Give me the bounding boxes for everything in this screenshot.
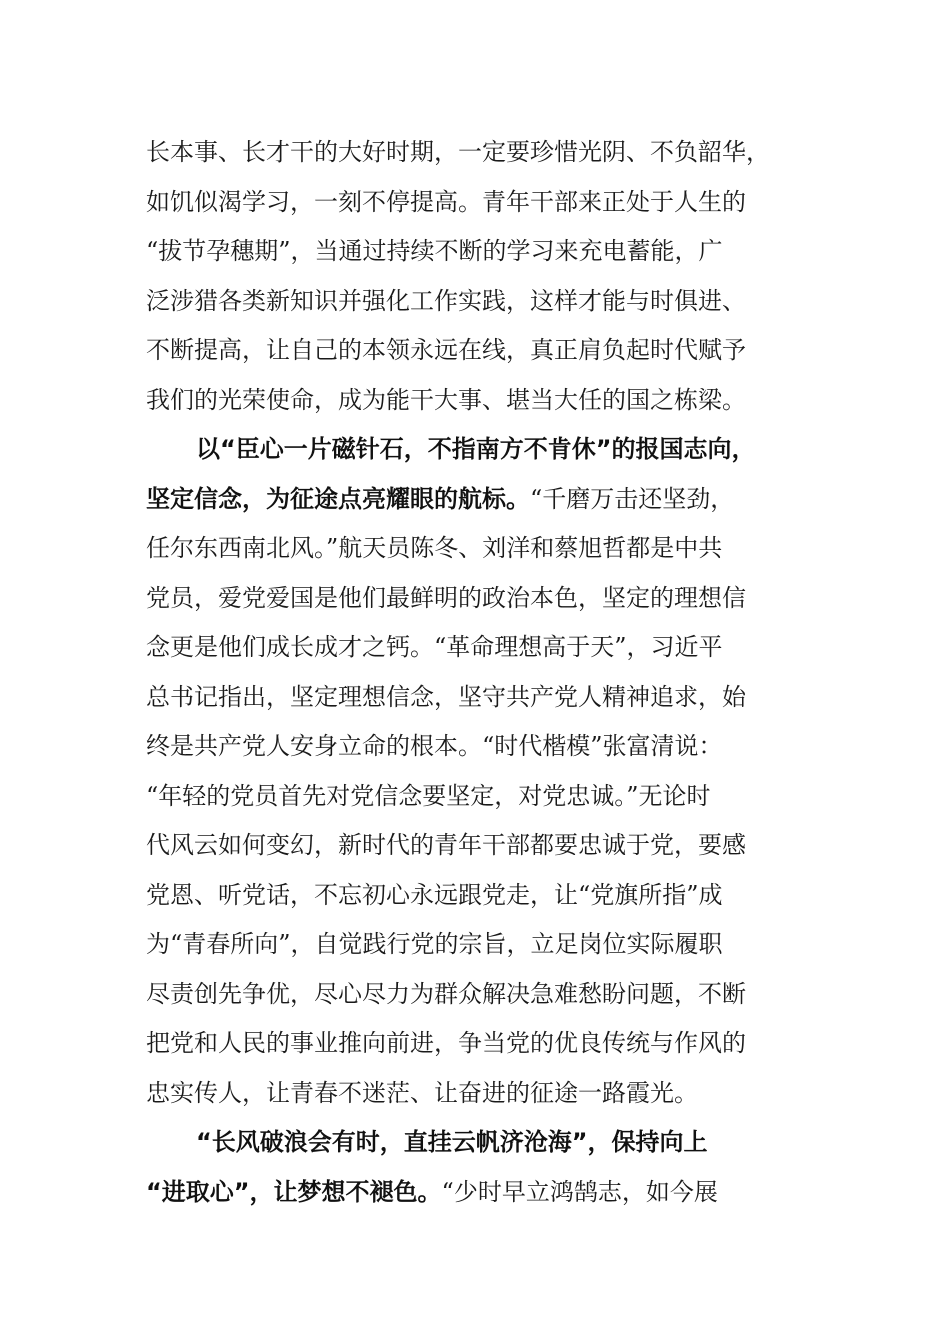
text-segment: 把党和人民的事业推向前进，争当党的优良传统与作风的 xyxy=(146,1029,746,1057)
text-line xyxy=(146,722,806,772)
text-segment: 党员，爱党爱国是他们最鲜明的政治本色，坚定的理想信 xyxy=(146,583,746,612)
text-segment: 我们的光荣使命，成为能干大事、堪当大任的国之栋梁。 xyxy=(146,385,746,414)
body-text xyxy=(146,128,806,1217)
text-segment: “千磨万击还坚劲， xyxy=(530,484,735,513)
text-line xyxy=(146,574,806,624)
text-segment: “年轻的党员首先对党信念要坚定，对党忠诚。”无论时 xyxy=(146,781,711,810)
text-segment: 党恩、听党话，不忘初心永远跟党走，让“党旗所指”成 xyxy=(146,880,723,909)
text-segment: 长本事、长才干的大好时期，一定要珍惜光阴、不负韶华， xyxy=(146,138,770,166)
text-line xyxy=(146,821,806,871)
bold-text-segment: 以“臣心一片磁针石，不指南方不肯休”的报国志向， xyxy=(196,435,756,463)
text-line xyxy=(146,772,806,822)
text-line xyxy=(146,1069,806,1119)
text-line xyxy=(146,475,806,525)
text-segment: 念更是他们成长成才之钙。“革命理想高于天”，习近平 xyxy=(146,633,723,661)
text-segment: 终是共产党人安身立命的根本。“时代楷模”张富清说： xyxy=(146,732,723,760)
text-segment: 泛涉猎各类新知识并强化工作实践，这样才能与时俱进、 xyxy=(146,286,746,315)
bold-text-segment: 坚定信念，为征途点亮耀眼的航标。 xyxy=(146,484,530,513)
text-line xyxy=(146,178,806,228)
text-line xyxy=(146,871,806,921)
text-line xyxy=(146,425,806,475)
text-line xyxy=(146,1019,806,1069)
text-segment: “少时早立鸿鹄志，如今展 xyxy=(441,1177,718,1206)
text-line xyxy=(146,623,806,673)
text-line xyxy=(146,128,806,178)
text-segment: 如饥似渴学习，一刻不停提高。青年干部来正处于人生的 xyxy=(146,187,746,216)
text-line xyxy=(146,1168,806,1218)
text-segment: “拔节孕穗期”，当通过持续不断的学习来充电蓄能，广 xyxy=(146,237,723,265)
text-line xyxy=(146,1118,806,1168)
text-segment: 忠实传人，让青春不迷茫、让奋进的征途一路霞光。 xyxy=(146,1078,698,1107)
text-segment: 尽责创先争优，尽心尽力为群众解决急难愁盼问题，不断 xyxy=(146,979,746,1008)
text-segment: 总书记指出，坚定理想信念，坚守共产党人精神追求，始 xyxy=(146,682,746,711)
text-line xyxy=(146,524,806,574)
text-line xyxy=(146,326,806,376)
text-line xyxy=(146,227,806,277)
bold-text-segment: “进取心”，让梦想不褪色。 xyxy=(146,1177,442,1206)
text-line xyxy=(146,673,806,723)
text-segment: 为“青春所向”，自觉践行党的宗旨，立足岗位实际履职 xyxy=(146,930,723,958)
text-line xyxy=(146,277,806,327)
text-segment: 任尔东西南北风。”航天员陈冬、刘洋和蔡旭哲都是中共 xyxy=(146,534,723,562)
bold-text-segment: “长风破浪会有时，直挂云帆济沧海”，保持向上 xyxy=(196,1128,708,1156)
text-segment: 不断提高，让自己的本领永远在线，真正肩负起时代赋予 xyxy=(146,336,746,364)
text-line xyxy=(146,376,806,426)
text-line xyxy=(146,920,806,970)
text-segment: 代风云如何变幻，新时代的青年干部都要忠诚于党，要感 xyxy=(146,831,746,859)
text-line xyxy=(146,970,806,1020)
